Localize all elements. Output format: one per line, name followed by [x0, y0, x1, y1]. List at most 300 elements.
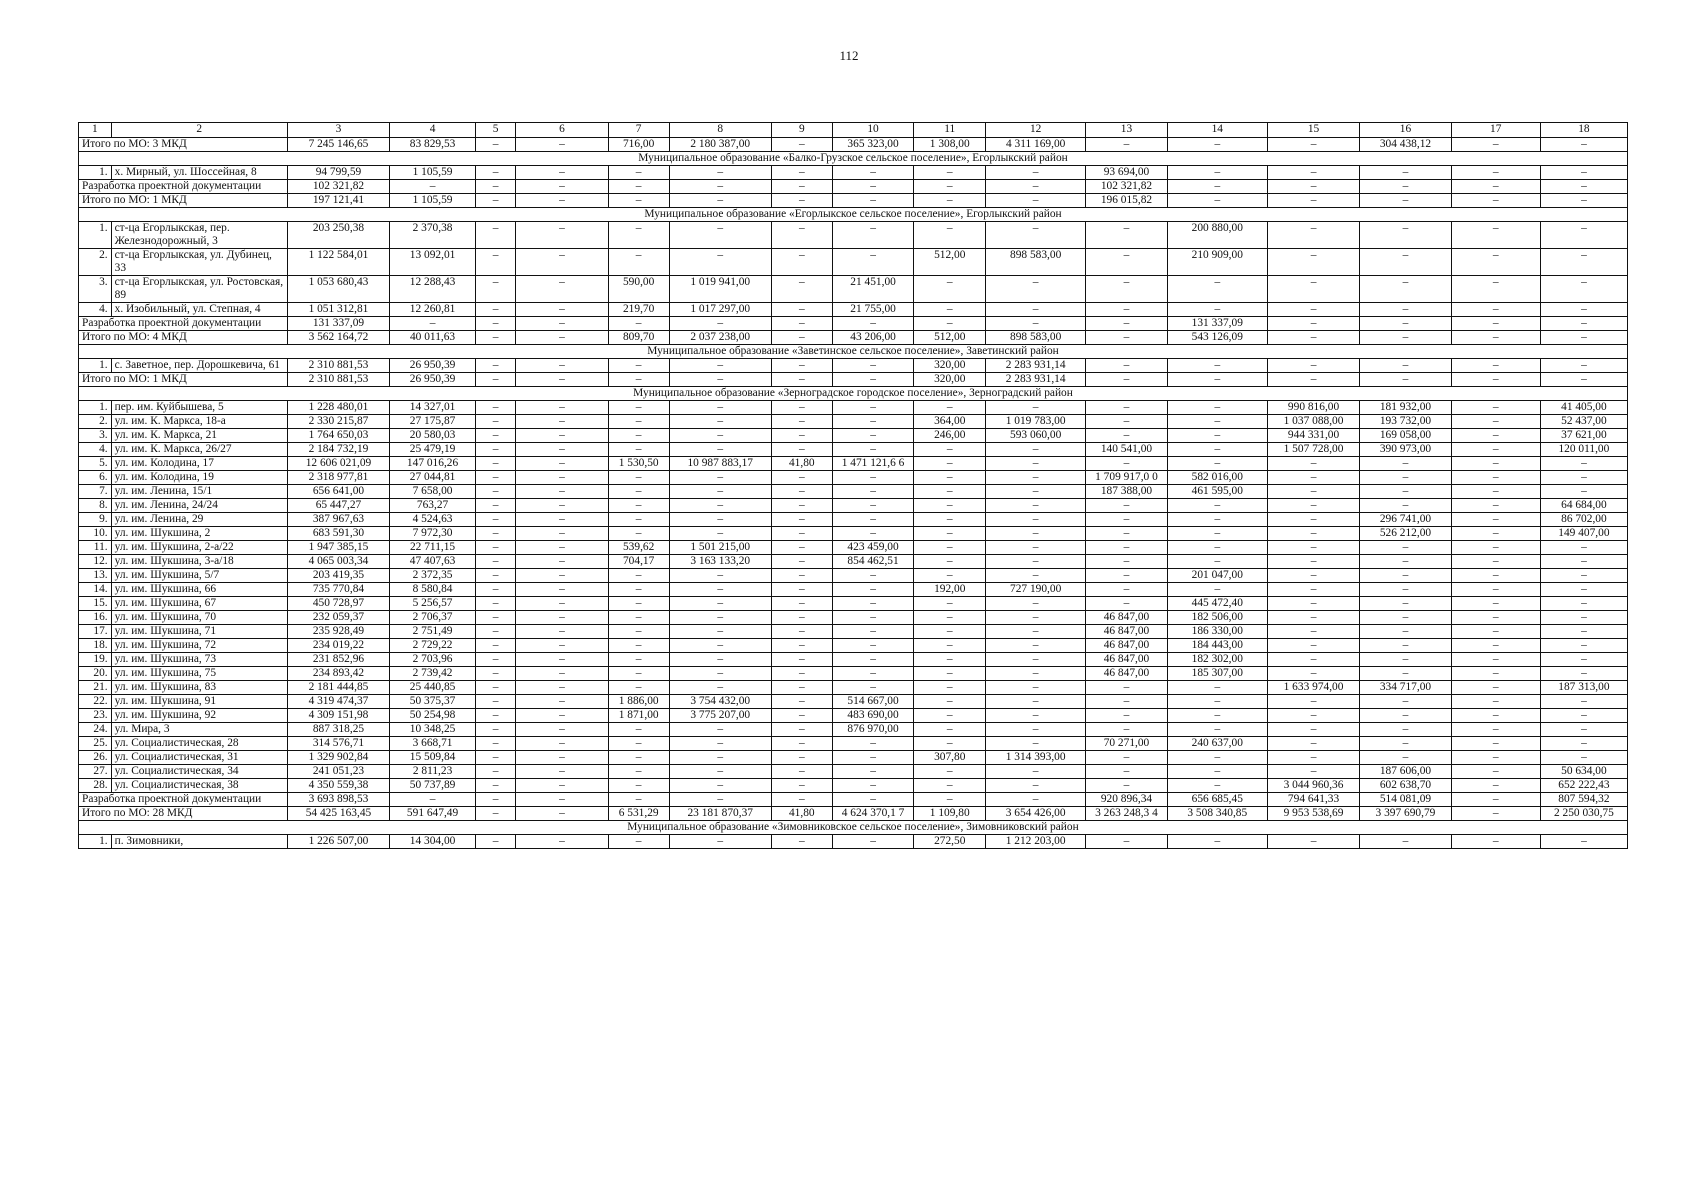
value-cell: 3 562 164,72 — [287, 331, 389, 345]
row-number: 1. — [79, 835, 112, 849]
value-cell: – — [1360, 695, 1451, 709]
table-row — [79, 499, 1628, 513]
value-cell: 10 987 883,17 — [669, 457, 771, 471]
value-cell: 593 060,00 — [986, 429, 1086, 443]
address-cell: п. Зимовники, — [111, 835, 287, 849]
value-cell: – — [1167, 457, 1267, 471]
value-cell: – — [669, 222, 771, 249]
value-cell: – — [390, 317, 476, 331]
value-cell: – — [1540, 541, 1627, 555]
summary-row — [79, 317, 1628, 331]
value-cell: 7 245 146,65 — [287, 138, 389, 152]
value-cell: – — [1167, 359, 1267, 373]
value-cell: 41,80 — [771, 807, 832, 821]
value-cell: – — [1267, 611, 1359, 625]
address-cell: ул. Социалистическая, 34 — [111, 765, 287, 779]
value-cell: – — [1451, 667, 1540, 681]
value-cell: 387 967,63 — [287, 513, 389, 527]
value-cell: – — [1451, 513, 1540, 527]
value-cell: – — [516, 471, 608, 485]
table-row — [79, 597, 1628, 611]
value-cell: – — [1360, 180, 1451, 194]
value-cell: – — [914, 180, 986, 194]
value-cell: – — [1451, 166, 1540, 180]
value-cell: 26 950,39 — [390, 359, 476, 373]
value-cell: – — [832, 222, 914, 249]
value-cell: – — [669, 779, 771, 793]
value-cell: – — [986, 793, 1086, 807]
value-cell: – — [1086, 513, 1168, 527]
value-cell: – — [1086, 222, 1168, 249]
value-cell: 181 932,00 — [1360, 401, 1451, 415]
value-cell: – — [476, 527, 516, 541]
value-cell: 2 739,42 — [390, 667, 476, 681]
value-cell: 193 732,00 — [1360, 415, 1451, 429]
value-cell: – — [1267, 485, 1359, 499]
column-number: 4 — [390, 123, 476, 138]
value-cell: – — [1167, 695, 1267, 709]
summary-row — [79, 180, 1628, 194]
value-cell: 3 163 133,20 — [669, 555, 771, 569]
value-cell: – — [1540, 276, 1627, 303]
value-cell: 423 459,00 — [832, 541, 914, 555]
value-cell: 3 508 340,85 — [1167, 807, 1267, 821]
value-cell: 2 283 931,14 — [986, 373, 1086, 387]
value-cell: – — [608, 667, 669, 681]
value-cell: – — [832, 359, 914, 373]
value-cell: – — [771, 555, 832, 569]
value-cell: 1 212 203,00 — [986, 835, 1086, 849]
value-cell: 52 437,00 — [1540, 415, 1627, 429]
value-cell: 3 668,71 — [390, 737, 476, 751]
address-cell: ул. им. Шукшина, 92 — [111, 709, 287, 723]
value-cell: – — [1540, 625, 1627, 639]
value-cell: 1 019 783,00 — [986, 415, 1086, 429]
value-cell: – — [516, 276, 608, 303]
value-cell: – — [516, 429, 608, 443]
value-cell: – — [476, 597, 516, 611]
row-number: 14. — [79, 583, 112, 597]
section-title: Муниципальное образование «Зерноградское городское поселение», Зерноградский район — [79, 387, 1628, 401]
table-row — [79, 401, 1628, 415]
value-cell: – — [516, 723, 608, 737]
value-cell: – — [1451, 555, 1540, 569]
value-cell: – — [669, 194, 771, 208]
value-cell: 203 250,38 — [287, 222, 389, 249]
value-cell: – — [832, 765, 914, 779]
value-cell: – — [516, 194, 608, 208]
value-cell: 102 321,82 — [1086, 180, 1168, 194]
value-cell: – — [1451, 222, 1540, 249]
table-row — [79, 611, 1628, 625]
value-cell: – — [1360, 737, 1451, 751]
value-cell: – — [832, 681, 914, 695]
value-cell: 54 425 163,45 — [287, 807, 389, 821]
column-number: 2 — [111, 123, 287, 138]
value-cell: 147 016,26 — [390, 457, 476, 471]
value-cell: 2 310 881,53 — [287, 359, 389, 373]
value-cell: – — [1167, 180, 1267, 194]
value-cell: – — [608, 429, 669, 443]
value-cell: 201 047,00 — [1167, 569, 1267, 583]
value-cell: – — [476, 429, 516, 443]
value-cell: 2 751,49 — [390, 625, 476, 639]
value-cell: – — [1451, 415, 1540, 429]
value-cell: – — [1451, 807, 1540, 821]
value-cell: – — [1086, 723, 1168, 737]
row-number: 28. — [79, 779, 112, 793]
value-cell: – — [1086, 138, 1168, 152]
value-cell: – — [476, 793, 516, 807]
table-row — [79, 555, 1628, 569]
value-cell: – — [1086, 276, 1168, 303]
value-cell: – — [1267, 695, 1359, 709]
value-cell: 3 397 690,79 — [1360, 807, 1451, 821]
value-cell: – — [516, 597, 608, 611]
value-cell: – — [986, 765, 1086, 779]
value-cell: – — [1540, 639, 1627, 653]
value-cell: – — [832, 180, 914, 194]
value-cell: 2 318 977,81 — [287, 471, 389, 485]
value-cell: – — [914, 681, 986, 695]
value-cell: – — [476, 457, 516, 471]
value-cell: 272,50 — [914, 835, 986, 849]
value-cell: – — [516, 541, 608, 555]
section-title: Муниципальное образование «Егорлыкское сельское поселение», Егорлыкский район — [79, 208, 1628, 222]
value-cell: – — [986, 457, 1086, 471]
value-cell: – — [608, 373, 669, 387]
value-cell: – — [669, 653, 771, 667]
value-cell: – — [1451, 569, 1540, 583]
value-cell: 197 121,41 — [287, 194, 389, 208]
value-cell: 241 051,23 — [287, 765, 389, 779]
value-cell: – — [771, 527, 832, 541]
value-cell: – — [1451, 639, 1540, 653]
value-cell: 590,00 — [608, 276, 669, 303]
value-cell: – — [914, 499, 986, 513]
value-cell: – — [986, 681, 1086, 695]
value-cell: 21 451,00 — [832, 276, 914, 303]
value-cell: – — [516, 415, 608, 429]
value-cell: – — [771, 485, 832, 499]
value-cell: 898 583,00 — [986, 249, 1086, 276]
value-cell: 196 015,82 — [1086, 194, 1168, 208]
value-cell: – — [1540, 485, 1627, 499]
value-cell: – — [771, 303, 832, 317]
value-cell: 512,00 — [914, 249, 986, 276]
value-cell: 656 685,45 — [1167, 793, 1267, 807]
table-body — [79, 123, 1628, 849]
value-cell: – — [832, 401, 914, 415]
value-cell: 4 311 169,00 — [986, 138, 1086, 152]
table-row — [79, 681, 1628, 695]
value-cell: 7 658,00 — [390, 485, 476, 499]
value-cell: – — [914, 765, 986, 779]
value-cell: – — [832, 194, 914, 208]
value-cell: 234 019,22 — [287, 639, 389, 653]
value-cell: 8 580,84 — [390, 583, 476, 597]
value-cell: – — [914, 276, 986, 303]
value-cell: – — [1451, 429, 1540, 443]
value-cell: – — [516, 583, 608, 597]
value-cell: 334 717,00 — [1360, 681, 1451, 695]
value-cell: – — [669, 611, 771, 625]
value-cell: – — [914, 793, 986, 807]
value-cell: 4 309 151,98 — [287, 709, 389, 723]
column-number: 13 — [1086, 123, 1168, 138]
value-cell: 169 058,00 — [1360, 429, 1451, 443]
value-cell: 2 370,38 — [390, 222, 476, 249]
value-cell: 27 044,81 — [390, 471, 476, 485]
value-cell: 3 693 898,53 — [287, 793, 389, 807]
row-number: 5. — [79, 457, 112, 471]
address-cell: ул. им. К. Маркса, 18-а — [111, 415, 287, 429]
address-cell: ул. им. Шукшина, 5/7 — [111, 569, 287, 583]
value-cell: – — [608, 194, 669, 208]
value-cell: – — [1360, 303, 1451, 317]
value-cell: – — [476, 807, 516, 821]
value-cell: – — [1540, 751, 1627, 765]
value-cell: – — [1540, 737, 1627, 751]
value-cell: – — [832, 667, 914, 681]
value-cell: – — [1167, 401, 1267, 415]
table-row — [79, 415, 1628, 429]
section-heading-row — [79, 208, 1628, 222]
value-cell: 364,00 — [914, 415, 986, 429]
value-cell: – — [476, 485, 516, 499]
value-cell: – — [914, 222, 986, 249]
value-cell: – — [832, 429, 914, 443]
value-cell: – — [1167, 276, 1267, 303]
value-cell: – — [771, 401, 832, 415]
value-cell: – — [1086, 835, 1168, 849]
value-cell: – — [832, 471, 914, 485]
summary-row — [79, 194, 1628, 208]
value-cell: – — [476, 751, 516, 765]
value-cell: 46 847,00 — [1086, 625, 1168, 639]
value-cell: – — [608, 317, 669, 331]
value-cell: 296 741,00 — [1360, 513, 1451, 527]
value-cell: 231 852,96 — [287, 653, 389, 667]
value-cell: 131 337,09 — [1167, 317, 1267, 331]
value-cell: – — [516, 625, 608, 639]
value-cell: 3 654 426,00 — [986, 807, 1086, 821]
value-cell: – — [1360, 359, 1451, 373]
value-cell: – — [1267, 751, 1359, 765]
value-cell: – — [476, 276, 516, 303]
value-cell: – — [1360, 499, 1451, 513]
value-cell: – — [1267, 723, 1359, 737]
value-cell: 23 181 870,37 — [669, 807, 771, 821]
table-row — [79, 723, 1628, 737]
value-cell: – — [832, 166, 914, 180]
value-cell: – — [986, 499, 1086, 513]
value-cell: – — [1451, 583, 1540, 597]
value-cell: – — [516, 443, 608, 457]
value-cell: – — [608, 569, 669, 583]
value-cell: 2 250 030,75 — [1540, 807, 1627, 821]
value-cell: – — [771, 373, 832, 387]
value-cell: 37 621,00 — [1540, 429, 1627, 443]
value-cell: – — [986, 695, 1086, 709]
address-cell: ул. им. Шукшина, 91 — [111, 695, 287, 709]
value-cell: – — [771, 737, 832, 751]
value-cell: – — [832, 639, 914, 653]
value-cell: – — [608, 249, 669, 276]
value-cell: – — [914, 443, 986, 457]
value-cell: 12 260,81 — [390, 303, 476, 317]
value-cell: – — [1540, 317, 1627, 331]
address-cell: ул. им. Шукшина, 70 — [111, 611, 287, 625]
value-cell: – — [608, 401, 669, 415]
value-cell: – — [986, 443, 1086, 457]
value-cell: 12 606 021,09 — [287, 457, 389, 471]
value-cell: – — [1167, 709, 1267, 723]
value-cell: – — [669, 723, 771, 737]
value-cell: 21 755,00 — [832, 303, 914, 317]
value-cell: – — [1540, 667, 1627, 681]
value-cell: – — [608, 653, 669, 667]
address-cell: ул. им. Шукшина, 2 — [111, 527, 287, 541]
value-cell: 582 016,00 — [1167, 471, 1267, 485]
value-cell: – — [516, 709, 608, 723]
value-cell: – — [1451, 695, 1540, 709]
value-cell: – — [771, 180, 832, 194]
value-cell: – — [771, 597, 832, 611]
value-cell: – — [1267, 317, 1359, 331]
value-cell: – — [476, 317, 516, 331]
value-cell: – — [832, 779, 914, 793]
value-cell: 93 694,00 — [1086, 166, 1168, 180]
value-cell: – — [1451, 303, 1540, 317]
value-cell: – — [1267, 513, 1359, 527]
value-cell: – — [1360, 667, 1451, 681]
value-cell: – — [1360, 835, 1451, 849]
value-cell: 12 288,43 — [390, 276, 476, 303]
value-cell: 50 254,98 — [390, 709, 476, 723]
value-cell: – — [669, 667, 771, 681]
address-cell: ул. им. Ленина, 15/1 — [111, 485, 287, 499]
value-cell: 3 263 248,3 4 — [1086, 807, 1168, 821]
value-cell: – — [1167, 835, 1267, 849]
value-cell: – — [669, 737, 771, 751]
value-cell: – — [608, 166, 669, 180]
value-cell: 40 011,63 — [390, 331, 476, 345]
value-cell: – — [476, 180, 516, 194]
value-cell: – — [1360, 331, 1451, 345]
table-row — [79, 709, 1628, 723]
value-cell: 304 438,12 — [1360, 138, 1451, 152]
row-number: 20. — [79, 667, 112, 681]
table-row — [79, 779, 1628, 793]
value-cell: – — [1267, 457, 1359, 471]
value-cell: – — [1360, 569, 1451, 583]
row-number: 17. — [79, 625, 112, 639]
value-cell: – — [1167, 166, 1267, 180]
value-cell: – — [1360, 597, 1451, 611]
value-cell: – — [516, 457, 608, 471]
address-cell: с. Заветное, пер. Дорошкевича, 61 — [111, 359, 287, 373]
value-cell: – — [476, 611, 516, 625]
value-cell: – — [1086, 317, 1168, 331]
value-cell: – — [516, 793, 608, 807]
value-cell: – — [1167, 443, 1267, 457]
value-cell: – — [516, 751, 608, 765]
value-cell: – — [390, 793, 476, 807]
value-cell: 43 206,00 — [832, 331, 914, 345]
value-cell: – — [986, 639, 1086, 653]
value-cell: 450 728,97 — [287, 597, 389, 611]
row-number: 1. — [79, 401, 112, 415]
value-cell: – — [914, 541, 986, 555]
section-title: Муниципальное образование «Зимовниковское сельское поселение», Зимовниковский район — [79, 821, 1628, 835]
value-cell: – — [669, 513, 771, 527]
value-cell: – — [1360, 555, 1451, 569]
value-cell: – — [608, 527, 669, 541]
value-cell: – — [516, 779, 608, 793]
summary-row — [79, 331, 1628, 345]
value-cell: 200 880,00 — [1167, 222, 1267, 249]
value-cell: – — [608, 625, 669, 639]
value-cell: – — [1360, 723, 1451, 737]
value-cell: – — [1360, 639, 1451, 653]
value-cell: 794 641,33 — [1267, 793, 1359, 807]
address-cell: ул. им. Шукшина, 2-а/22 — [111, 541, 287, 555]
section-heading-row — [79, 152, 1628, 166]
value-cell: – — [476, 583, 516, 597]
column-number-row — [79, 123, 1628, 138]
row-number: 26. — [79, 751, 112, 765]
row-label: Итого по МО: 3 МКД — [79, 138, 288, 152]
value-cell: 2 330 215,87 — [287, 415, 389, 429]
value-cell: 50 737,89 — [390, 779, 476, 793]
value-cell: 1 709 917,0 0 — [1086, 471, 1168, 485]
value-cell: – — [986, 471, 1086, 485]
value-cell: 2 037 238,00 — [669, 331, 771, 345]
value-cell: – — [1086, 331, 1168, 345]
value-cell: – — [476, 653, 516, 667]
row-number: 15. — [79, 597, 112, 611]
value-cell: – — [1451, 653, 1540, 667]
value-cell: – — [914, 597, 986, 611]
value-cell: – — [771, 625, 832, 639]
value-cell: – — [771, 194, 832, 208]
row-number: 22. — [79, 695, 112, 709]
row-number: 25. — [79, 737, 112, 751]
value-cell: – — [608, 415, 669, 429]
value-cell: 307,80 — [914, 751, 986, 765]
table-row — [79, 765, 1628, 779]
value-cell: – — [986, 611, 1086, 625]
value-cell: 14 327,01 — [390, 401, 476, 415]
value-cell: – — [986, 401, 1086, 415]
registry-table — [78, 122, 1628, 849]
value-cell: – — [832, 499, 914, 513]
value-cell: – — [771, 415, 832, 429]
value-cell: – — [1540, 555, 1627, 569]
value-cell: – — [669, 583, 771, 597]
value-cell: 187 606,00 — [1360, 765, 1451, 779]
value-cell: 1 501 215,00 — [669, 541, 771, 555]
value-cell: – — [1360, 317, 1451, 331]
table-row — [79, 166, 1628, 180]
value-cell: – — [1540, 359, 1627, 373]
value-cell: – — [832, 415, 914, 429]
value-cell: 70 271,00 — [1086, 737, 1168, 751]
value-cell: – — [771, 138, 832, 152]
value-cell: – — [1086, 249, 1168, 276]
value-cell: 234 893,42 — [287, 667, 389, 681]
